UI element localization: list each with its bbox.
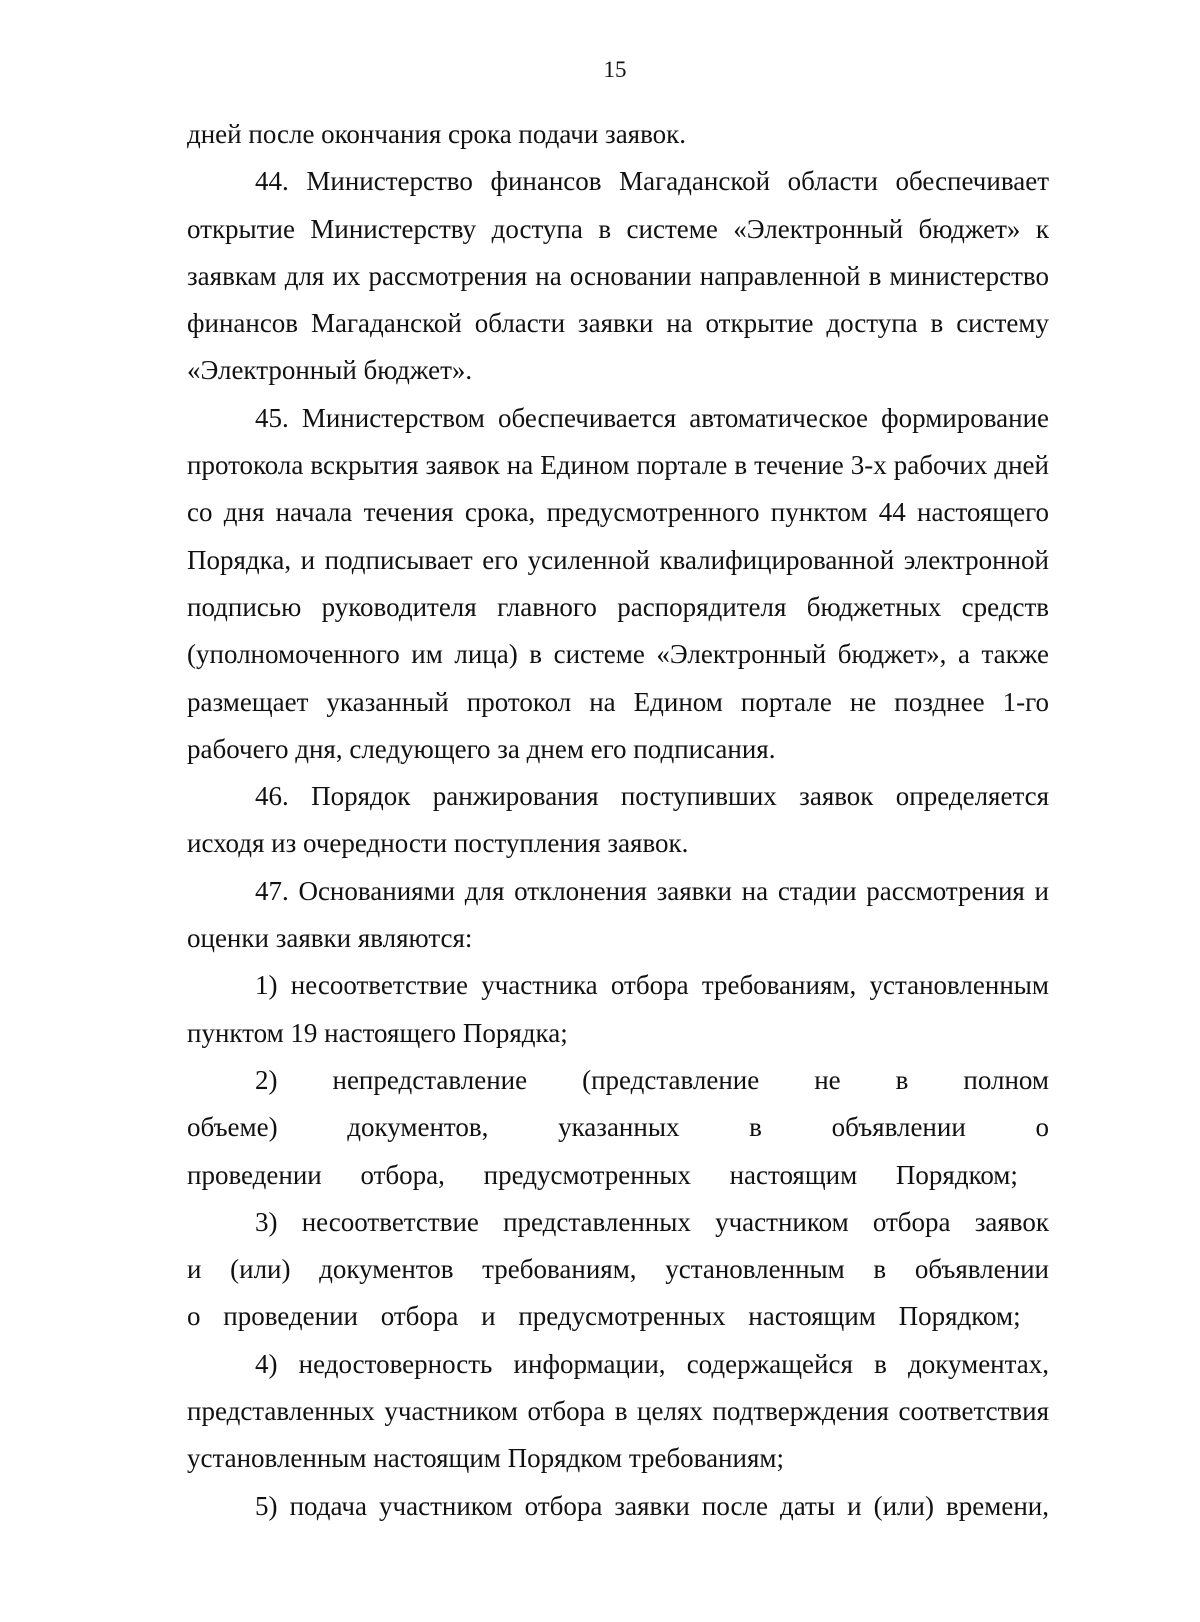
paragraph-continuation: дней после окончания срока подачи заявок. [187, 119, 687, 149]
paragraph-45: 45. Министерством обеспечивается автоматическое формирование протокола вскрытия заявок на Едином портале в течение 3-х рабочих дней со дня начала течения срока, предусмотренного пунктом 44 настоящего Порядка, и подписывает его усиленной квалифицированной электронной подписью руководителя главного распорядителя бюджетных средств (уполномоченного им лица) в системе «Электронный бюджет», а также размещает указанный протокол на Едином портале не позднее 1-го рабочего дня, следующего за днем его подписания. [187, 402, 1049, 764]
paragraph-44: 44. Министерство финансов Магаданской области обеспечивает открытие Министерству доступа в системе «Электронный бюджет» к заявкам для их рассмотрения на основании направленной в министерство финансов Магаданской области заявки на открытие доступа в систему «Электронный бюджет». [187, 166, 1049, 386]
list-item-2: 2) непредставление (представление не в полном объеме) документов, указанных в объявлении о проведении отбора, предусмотренных настоящим Порядком; [187, 1064, 1049, 1190]
list-item-1: 1) несоответствие участника отбора требованиям, установленным пунктом 19 настоящего Порядка; [187, 970, 1049, 1048]
paragraph-46: 46. Порядок ранжирования поступивших заявок определяется исходя из очередности поступления заявок. [187, 781, 1049, 859]
list-item-4: 4) недостоверность информации, содержащейся в документах, представленных участником отбора в целях подтверждения соответствия установленным настоящим Порядком требованиям; [187, 1348, 1049, 1474]
document-body [187, 111, 1049, 1530]
list-item-5: 5) подача участником отбора заявки после даты и (или) времени, [255, 1490, 1049, 1521]
list-item-3: 3) несоответствие представленных участником отбора заявок и (или) документов требованиям, установленным в объявлении о проведении отбора и предусмотренных настоящим Порядком; [187, 1206, 1049, 1332]
paragraph-47: 47. Основаниями для отклонения заявки на стадии рассмотрения и оценки заявки являются: [187, 875, 1049, 954]
page-number: 15 [603, 57, 627, 82]
